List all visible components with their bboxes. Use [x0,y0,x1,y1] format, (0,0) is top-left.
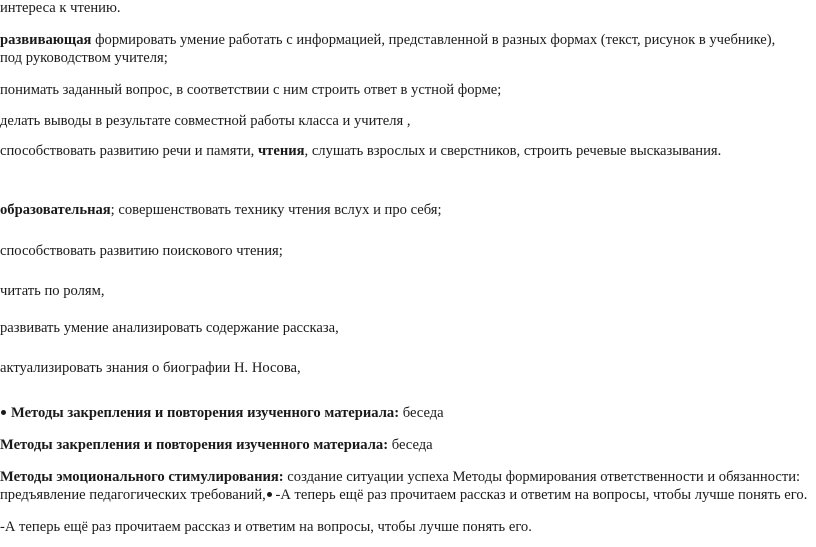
intro-line: интереса к чтению. [0,0,121,16]
educational-label: образовательная [0,202,111,218]
methods-demands-line: предъявление педагогических требований, -А теперь ещё раз прочитаем рассказ и ответим на вопросы, чтобы лучше понять его. [0,487,808,503]
final-line: -А теперь ещё раз прочитаем рассказ и ответим на вопросы, чтобы лучше понять его. [0,519,532,535]
developing-item: делать выводы в результате совместной работы класса и учителя , [0,113,411,129]
educational-item: читать по ролям, [0,283,105,299]
developing-line-2: под руководством учителя; [0,50,168,66]
educational-item: актуализировать знания о биографии Н. Носова, [0,360,301,376]
educational-line: образовательная; совершенствовать технику чтения вслух и про себя; [0,202,442,218]
developing-item: понимать заданный вопрос, в соответствии с ним строить ответ в устной форме; [0,82,502,98]
educational-item: развивать умение анализировать содержание рассказа, [0,320,339,336]
methods-repeat-line: Методы закрепления и повторения изученного материала: беседа [0,437,433,453]
educational-item: способствовать развитию поискового чтения; [0,243,283,259]
methods-bullet-line: Методы закрепления и повторения изученного материала: беседа [0,405,444,422]
bullet-dot-icon [1,410,6,415]
developing-label: развивающая [0,32,92,48]
developing-line-1: развивающая формировать умение работать с информацией, представленной в разных формах (текст, рисунок в учебнике), [0,32,776,48]
methods-emotional-line: Методы эмоционального стимулирования: создание ситуации успеха Методы формирования ответственности и обязанности: [0,469,801,485]
developing-speech-line: способствовать развитию речи и памяти, чтения, слушать взрослых и сверстников, строить речевые высказывания. [0,143,722,159]
